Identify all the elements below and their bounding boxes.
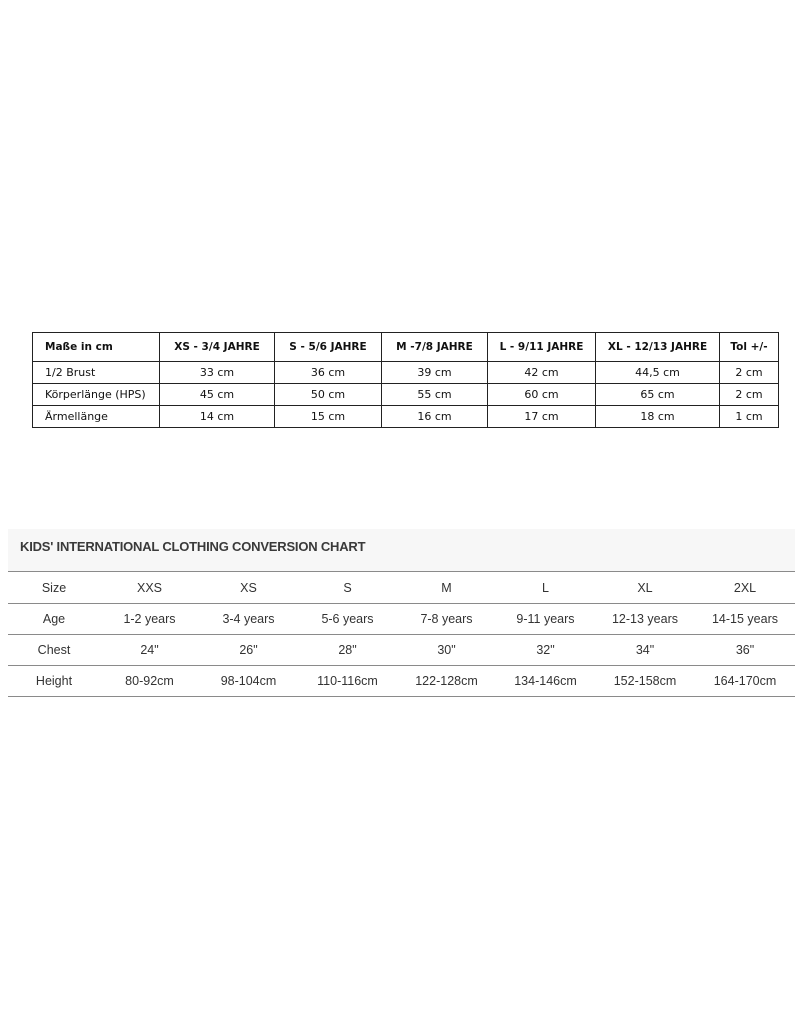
table-cell: 32" bbox=[496, 635, 595, 666]
conversion-table bbox=[8, 572, 795, 697]
table-cell: 3-4 years bbox=[199, 604, 298, 635]
table-row bbox=[8, 604, 795, 635]
table-cell: 28" bbox=[298, 635, 397, 666]
table-cell: 45 cm bbox=[160, 384, 275, 406]
row-label: Körperlänge (HPS) bbox=[33, 384, 160, 406]
table-cell: 164-170cm bbox=[695, 666, 795, 697]
table-cell: 39 cm bbox=[382, 362, 488, 384]
table-cell: 15 cm bbox=[275, 406, 382, 428]
table-cell: S bbox=[298, 572, 397, 604]
table-cell: 12-13 years bbox=[595, 604, 695, 635]
header-cell: XL - 12/13 JAHRE bbox=[596, 333, 720, 362]
table-header-row bbox=[33, 333, 779, 362]
table-cell: 26" bbox=[199, 635, 298, 666]
german-size-table bbox=[32, 332, 779, 428]
header-cell: M -7/8 JAHRE bbox=[382, 333, 488, 362]
table-cell: 5-6 years bbox=[298, 604, 397, 635]
header-cell: Maße in cm bbox=[33, 333, 160, 362]
table-cell: XXS bbox=[100, 572, 199, 604]
table-cell: 122-128cm bbox=[397, 666, 496, 697]
table-cell: XS bbox=[199, 572, 298, 604]
table-cell: 33 cm bbox=[160, 362, 275, 384]
table-cell: 24" bbox=[100, 635, 199, 666]
table-cell: 50 cm bbox=[275, 384, 382, 406]
table-cell: 42 cm bbox=[488, 362, 596, 384]
table-cell: 9-11 years bbox=[496, 604, 595, 635]
table-cell: 60 cm bbox=[488, 384, 596, 406]
table-cell: 30" bbox=[397, 635, 496, 666]
table-row bbox=[8, 635, 795, 666]
table-cell: 65 cm bbox=[596, 384, 720, 406]
table-cell: 44,5 cm bbox=[596, 362, 720, 384]
header-cell: XS - 3/4 JAHRE bbox=[160, 333, 275, 362]
row-label: Age bbox=[8, 604, 100, 635]
table-row bbox=[33, 362, 779, 384]
header-cell: Tol +/- bbox=[720, 333, 779, 362]
table-cell: M bbox=[397, 572, 496, 604]
table-cell: 1-2 years bbox=[100, 604, 199, 635]
table-cell: 152-158cm bbox=[595, 666, 695, 697]
table-cell: 14 cm bbox=[160, 406, 275, 428]
table-cell: 98-104cm bbox=[199, 666, 298, 697]
table-cell: 2 cm bbox=[720, 384, 779, 406]
table-cell: 2XL bbox=[695, 572, 795, 604]
conversion-chart bbox=[8, 529, 795, 697]
header-cell: S - 5/6 JAHRE bbox=[275, 333, 382, 362]
table-cell: 17 cm bbox=[488, 406, 596, 428]
row-label: Chest bbox=[8, 635, 100, 666]
table-cell: 36" bbox=[695, 635, 795, 666]
table-row bbox=[33, 384, 779, 406]
table-cell: 14-15 years bbox=[695, 604, 795, 635]
table-cell: 80-92cm bbox=[100, 666, 199, 697]
table-cell: 16 cm bbox=[382, 406, 488, 428]
table-cell: 134-146cm bbox=[496, 666, 595, 697]
table-row bbox=[8, 666, 795, 697]
table-cell: 1 cm bbox=[720, 406, 779, 428]
header-cell: L - 9/11 JAHRE bbox=[488, 333, 596, 362]
table-cell: 2 cm bbox=[720, 362, 779, 384]
table-cell: XL bbox=[595, 572, 695, 604]
row-label: Size bbox=[8, 572, 100, 604]
table-cell: 36 cm bbox=[275, 362, 382, 384]
row-label: 1/2 Brust bbox=[33, 362, 160, 384]
table-cell: 55 cm bbox=[382, 384, 488, 406]
table-cell: L bbox=[496, 572, 595, 604]
table-cell: 18 cm bbox=[596, 406, 720, 428]
table-cell: 34" bbox=[595, 635, 695, 666]
table-row bbox=[33, 406, 779, 428]
row-label: Ärmellänge bbox=[33, 406, 160, 428]
table-cell: 7-8 years bbox=[397, 604, 496, 635]
row-label: Height bbox=[8, 666, 100, 697]
table-row bbox=[8, 572, 795, 604]
conversion-chart-title: KIDS' INTERNATIONAL CLOTHING CONVERSION CHART bbox=[8, 529, 795, 572]
table-cell: 110-116cm bbox=[298, 666, 397, 697]
